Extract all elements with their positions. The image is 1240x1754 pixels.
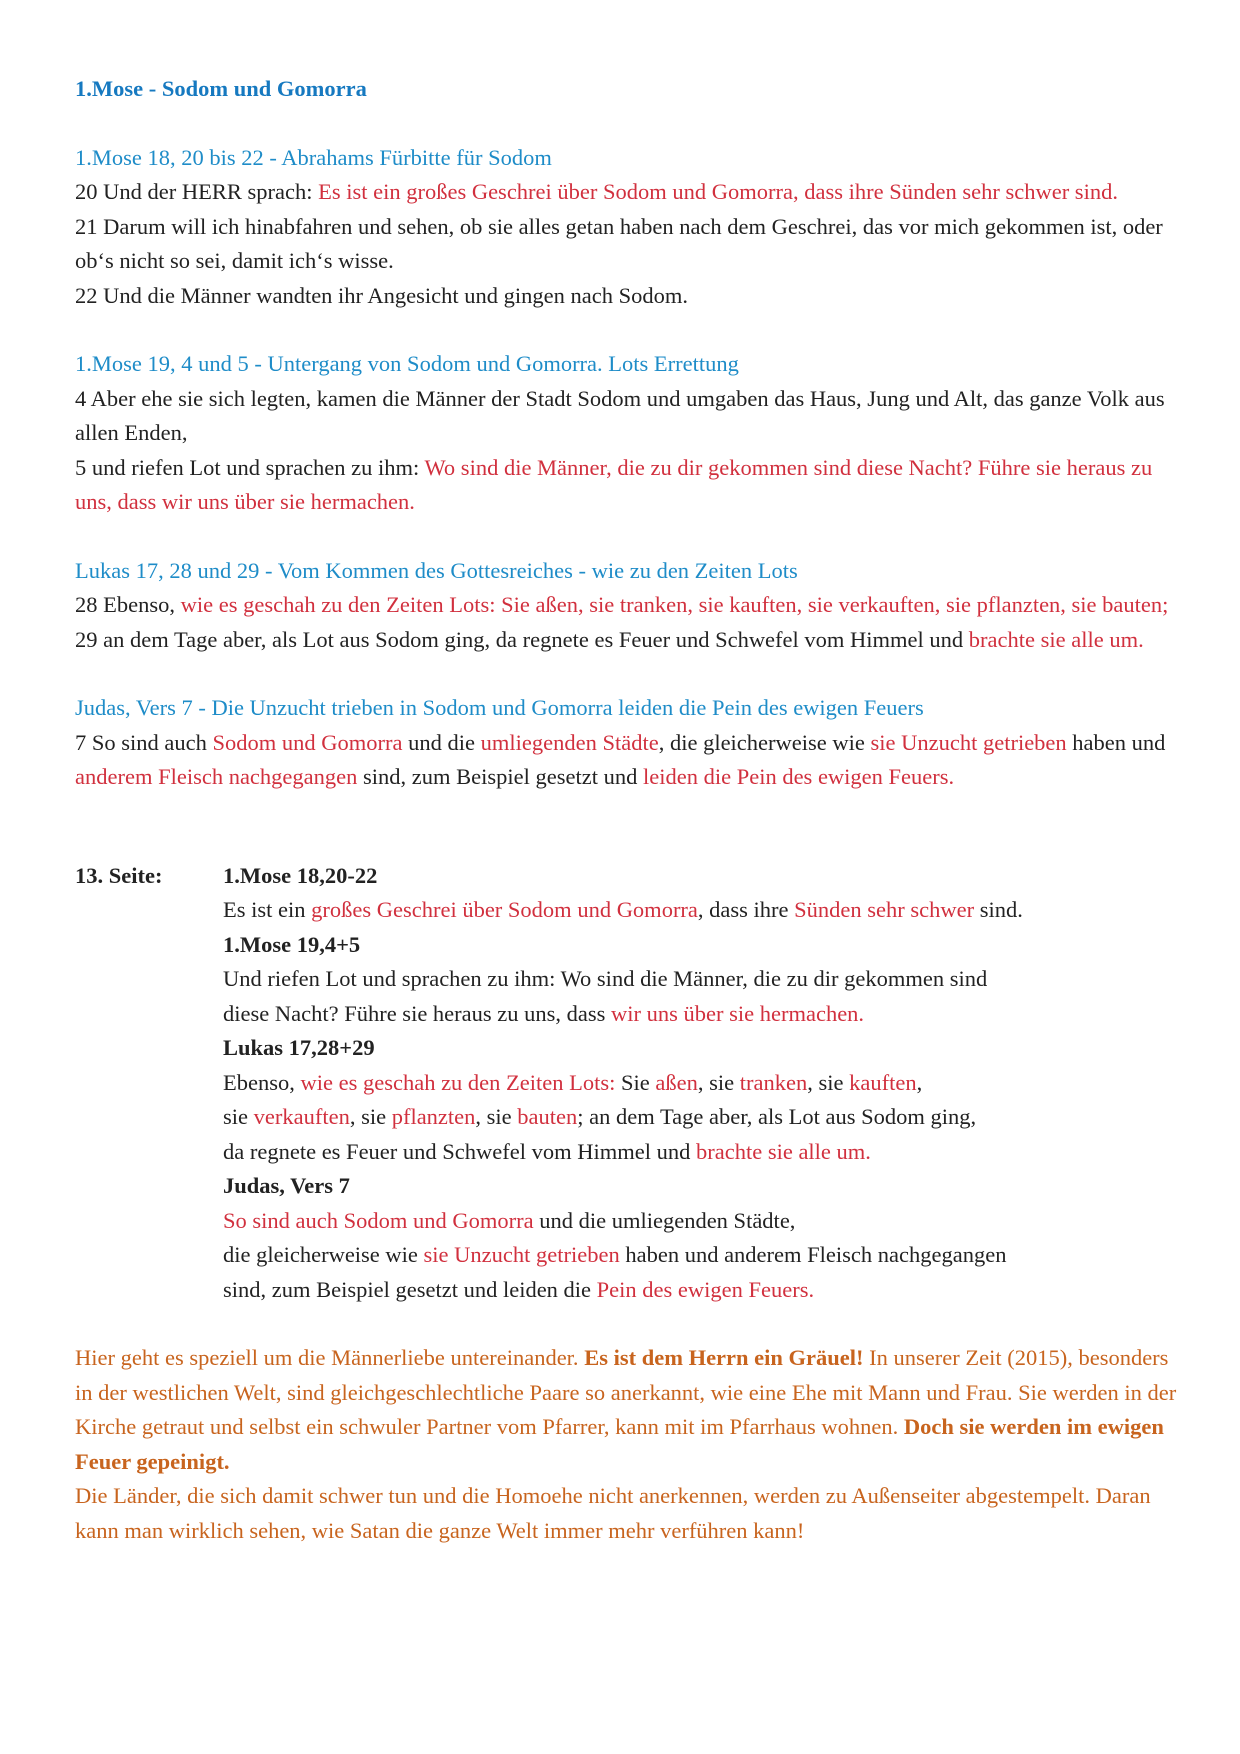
summary-highlight: wir uns über sie hermachen. bbox=[611, 1000, 865, 1026]
summary-text: sie bbox=[223, 1104, 254, 1129]
summary-text: Es ist ein bbox=[223, 897, 312, 922]
summary-highlight: So sind auch Sodom und Gomorra bbox=[223, 1207, 534, 1233]
section-jude-7 bbox=[75, 691, 1185, 795]
verse-text: haben und bbox=[1066, 729, 1166, 755]
summary-text: sind. bbox=[974, 897, 1023, 922]
section-genesis-19 bbox=[75, 347, 1185, 520]
verse-text: 29 an dem Tage aber, als Lot aus Sodom ging, da regnete es Feuer und Schwefel vom Himmel und bbox=[75, 626, 969, 652]
summary-line bbox=[223, 1238, 1185, 1273]
verse-highlight: anderem Fleisch nachgegangen bbox=[75, 764, 358, 789]
verse-highlight: leiden die Pein des ewigen Feuers. bbox=[642, 764, 955, 789]
summary-highlight: großes Geschrei über Sodom und Gomorra bbox=[311, 897, 698, 922]
summary-text: und die umliegenden Städte, bbox=[533, 1207, 796, 1233]
reference-heading: Judas, Vers 7 bbox=[223, 1173, 350, 1198]
summary-highlight: tranken bbox=[739, 1069, 808, 1095]
summary-text: , sie bbox=[475, 1104, 518, 1129]
summary-text: , sie bbox=[349, 1104, 392, 1129]
verse-21: 21 Darum will ich hinabfahren und sehen, ob sie alles getan haben nach dem Geschrei, das vor mich gekommen ist, oder ob‘s nicht so sei, damit ich‘s wisse. bbox=[75, 213, 1163, 273]
verse-22: 22 Und die Männer wandten ihr Angesicht und gingen nach Sodom. bbox=[75, 282, 689, 308]
verse-highlight: Sodom und Gomorra bbox=[212, 729, 403, 755]
verse-highlight: Es ist ein großes Geschrei über Sodom und Gomorra, dass ihre Sünden sehr schwer sind. bbox=[318, 179, 1118, 204]
page-13-summary bbox=[75, 859, 1185, 1308]
summary-highlight: sie Unzucht getrieben bbox=[423, 1242, 620, 1267]
verse-highlight: Wo sind die Männer, die zu dir gekommen sind diese Nacht? Führe sie heraus zu uns, dass wir uns über sie hermachen. bbox=[75, 454, 1153, 514]
commentary bbox=[75, 1341, 1185, 1548]
summary-line bbox=[223, 1204, 1185, 1239]
verse-highlight: brachte sie alle um. bbox=[968, 626, 1144, 652]
commentary-emphasis: Es ist dem Herrn ein Gräuel! bbox=[584, 1345, 864, 1370]
summary-highlight: wie es geschah zu den Zeiten Lots: bbox=[300, 1069, 616, 1095]
reference-heading: 1.Mose 19,4+5 bbox=[223, 931, 361, 957]
verse-28 bbox=[75, 588, 1185, 623]
verse-text: 28 Ebenso, bbox=[75, 592, 181, 617]
summary-text: , sie bbox=[807, 1069, 850, 1095]
section-luke-17 bbox=[75, 554, 1185, 658]
summary-text: ; an dem Tage aber, als Lot aus Sodom ging, bbox=[577, 1104, 977, 1129]
summary-line bbox=[223, 1100, 1185, 1135]
commentary-emphasis: Doch sie werden im ewigen Feuer gepeinigt. bbox=[75, 1414, 1164, 1474]
section-heading: Lukas 17, 28 und 29 - Vom Kommen des Gottesreiches - wie zu den Zeiten Lots bbox=[75, 557, 798, 583]
summary-text: Sie bbox=[615, 1069, 656, 1095]
section-genesis-18 bbox=[75, 141, 1185, 314]
summary-line bbox=[223, 1273, 1185, 1308]
commentary-text: Hier geht es speziell um die Männerliebe untereinander. bbox=[75, 1345, 585, 1370]
summary-text: Ebenso, bbox=[223, 1069, 301, 1095]
summary-text: , sie bbox=[697, 1069, 740, 1095]
verse-text: , die gleicherweise wie bbox=[658, 729, 871, 755]
verse-20 bbox=[75, 175, 1185, 210]
verse-text: und die bbox=[402, 729, 481, 755]
verse-29 bbox=[75, 623, 1185, 658]
summary-text: da regnete es Feuer und Schwefel vom Himmel und bbox=[223, 1138, 696, 1164]
summary-highlight: brachte sie alle um. bbox=[696, 1138, 871, 1164]
summary-text: die gleicherweise wie bbox=[223, 1242, 424, 1267]
summary-highlight: pflanzten bbox=[391, 1104, 476, 1129]
summary-text: diese Nacht? Führe sie heraus zu uns, dass bbox=[223, 1000, 612, 1026]
commentary-text: In unserer Zeit (2015), besonders in der westlichen Welt, sind gleichgeschlechtliche Paare so anerkannt, wie eine Ehe mit Mann und Frau. Sie werden in der Kirche getraut und selbst ein schwuler Partner vom Pfarrer, kann mit im Pfarrhaus wohnen. bbox=[75, 1345, 1177, 1439]
reference-heading: Lukas 17,28+29 bbox=[223, 1035, 375, 1060]
commentary-paragraph bbox=[75, 1341, 1185, 1479]
section-heading: 1.Mose 19, 4 und 5 - Untergang von Sodom und Gomorra. Lots Errettung bbox=[75, 351, 739, 376]
summary-highlight: kauften bbox=[849, 1069, 917, 1095]
summary-line: Und riefen Lot und sprachen zu ihm: Wo sind die Männer, die zu dir gekommen sind bbox=[223, 966, 988, 991]
summary-highlight: Pein des ewigen Feuers. bbox=[596, 1276, 815, 1302]
verse-text: 20 Und der HERR sprach: bbox=[75, 179, 319, 204]
verse-highlight: sie Unzucht getrieben bbox=[870, 729, 1067, 755]
verse-4: 4 Aber ehe sie sich legten, kamen die Männer der Stadt Sodom und umgaben das Haus, Jung und Alt, das ganze Volk aus allen Enden, bbox=[75, 385, 1165, 445]
summary-highlight: verkauften bbox=[253, 1104, 350, 1129]
document-title: 1.Mose - Sodom und Gomorra bbox=[75, 76, 367, 101]
verse-text: 5 und riefen Lot und sprachen zu ihm: bbox=[75, 454, 425, 480]
page-13-content bbox=[223, 859, 1185, 1308]
summary-text: sind, zum Beispiel gesetzt und leiden die bbox=[223, 1276, 597, 1302]
summary-line bbox=[223, 1066, 1185, 1101]
reference-heading: 1.Mose 18,20-22 bbox=[223, 862, 378, 888]
verse-highlight: umliegenden Städte bbox=[480, 729, 659, 755]
summary-highlight: aßen bbox=[655, 1069, 698, 1095]
verse-text: 7 So sind auch bbox=[75, 729, 213, 755]
summary-highlight: Sünden sehr schwer bbox=[794, 897, 975, 922]
section-heading: 1.Mose 18, 20 bis 22 - Abrahams Fürbitte für Sodom bbox=[75, 144, 552, 170]
summary-line bbox=[223, 1135, 1185, 1170]
page-13-label: 13. Seite: bbox=[75, 862, 163, 888]
summary-text: haben und anderem Fleisch nachgegangen bbox=[619, 1242, 1007, 1267]
document-page bbox=[75, 72, 1185, 1548]
summary-line bbox=[223, 893, 1185, 928]
verse-highlight: wie es geschah zu den Zeiten Lots: Sie aßen, sie tranken, sie kauften, sie verkauften, sie pflanzten, sie bauten; bbox=[180, 592, 1169, 617]
summary-text: , dass ihre bbox=[697, 897, 795, 922]
summary-text: , bbox=[916, 1069, 923, 1095]
verse-7 bbox=[75, 726, 1185, 795]
verse-text: sind, zum Beispiel gesetzt und bbox=[357, 764, 643, 789]
verse-5 bbox=[75, 451, 1185, 520]
summary-highlight: bauten bbox=[517, 1104, 578, 1129]
section-heading: Judas, Vers 7 - Die Unzucht trieben in Sodom und Gomorra leiden die Pein des ewigen Feuers bbox=[75, 695, 924, 720]
commentary-paragraph: Die Länder, die sich damit schwer tun und die Homoehe nicht anerkennen, werden zu Außenseiter abgestempelt. Daran kann man wirklich sehen, wie Satan die ganze Welt immer mehr verführen kann! bbox=[75, 1483, 1151, 1543]
summary-line bbox=[223, 997, 1185, 1032]
